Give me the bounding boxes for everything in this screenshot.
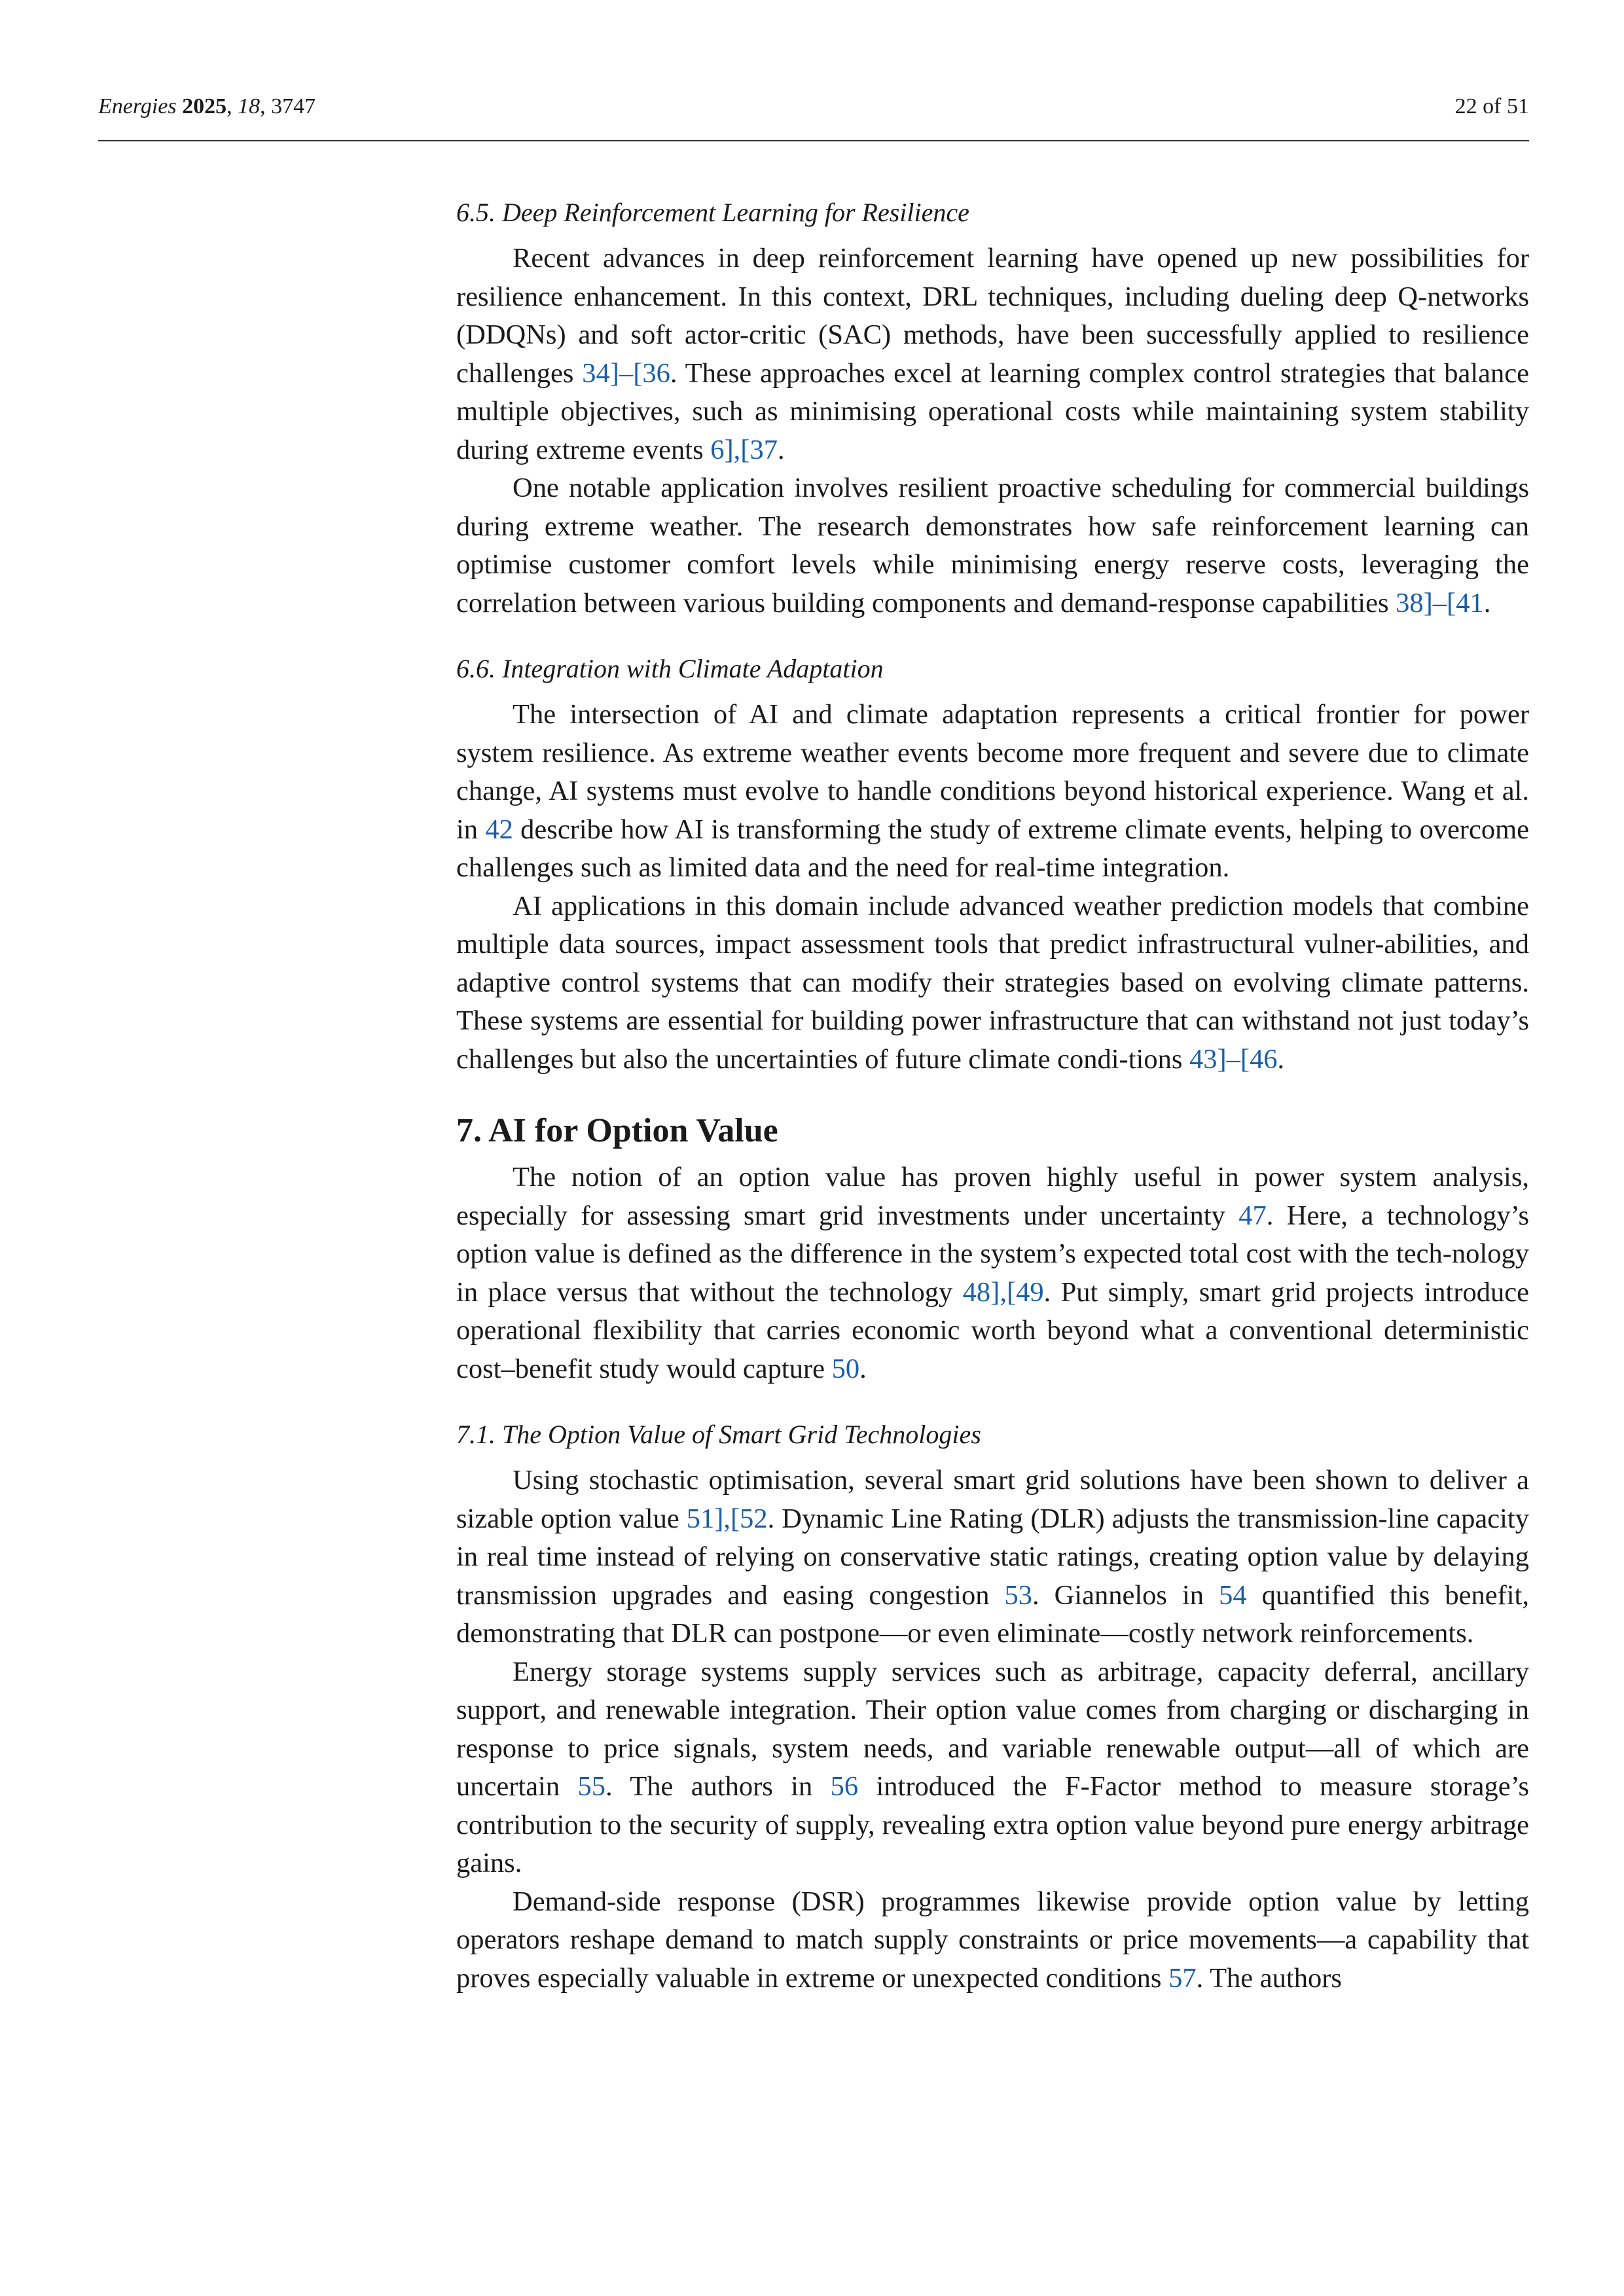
body-paragraph: Using stochastic optimisation, several smart grid solutions have been shown to deliver a sizable option value 51],[52. Dynamic Line Rating (DLR) adjusts the transmission-line capacity in real time instead of relying on conservative static ratings, creating option value by delaying transmission upgrades and easing congestion 53. Giannelos in 54 quantified this benefit, demonstrating that DLR can postpone—or even eliminate—costly network reinforcements. bbox=[456, 1465, 1529, 1649]
journal-name: Energies bbox=[98, 94, 177, 118]
article-number: 3747 bbox=[271, 94, 316, 118]
section-gap bbox=[456, 622, 1529, 650]
body-paragraph: The notion of an option value has proven highly useful in power system analysis, especially for assessing smart grid investments under uncertainty 47. Here, a technology’s option value is defined as the difference in the system’s expected total cost with the tech-nology in place versus that without the technology 48],[49. Put simply, smart grid projects introduce operational flexibility that carries economic worth beyond what a conventional deterministic cost–benefit study would capture 50. bbox=[456, 1162, 1529, 1384]
page-number: 22 of 51 bbox=[1454, 94, 1529, 118]
citation-link[interactable]: 42 bbox=[485, 814, 513, 845]
section-gap bbox=[456, 1388, 1529, 1416]
header-rule bbox=[98, 140, 1529, 141]
citation-link[interactable]: 34]–[36 bbox=[582, 357, 670, 389]
subsection-heading: 6.6. Integration with Climate Adaptation bbox=[456, 654, 884, 683]
citation-link[interactable]: 55 bbox=[577, 1771, 605, 1802]
citation-link[interactable]: 47 bbox=[1238, 1200, 1267, 1231]
citation-link[interactable]: 50 bbox=[831, 1353, 860, 1384]
header-citation: Energies 2025, 18, 3747 bbox=[98, 94, 316, 118]
body-paragraph: Recent advances in deep reinforcement learning have opened up new possibilities for resilience enhancement. In this context, DRL techniques, including dueling deep Q-networks (DDQNs) and soft actor-critic (SAC) methods, have been successfully applied to resilience challenges 34]–[36. These approaches excel at learning complex control strategies that balance multiple objectives, such as minimising operational costs while maintaining system stability during extreme events 6],[37. bbox=[456, 243, 1529, 465]
citation-link[interactable]: 51],[52 bbox=[686, 1503, 768, 1534]
citation-link[interactable]: 54 bbox=[1219, 1579, 1247, 1611]
subsection-heading: 6.5. Deep Reinforcement Learning for Resilience bbox=[456, 198, 969, 227]
body-paragraph: Demand-side response (DSR) programmes likewise provide option value by letting operators reshape demand to match supply constraints or price movements—a capability that proves especially valuable in extreme or unexpected conditions 57. The authors bbox=[456, 1886, 1529, 1994]
article-body bbox=[456, 194, 1529, 1998]
subsection-heading: 7.1. The Option Value of Smart Grid Technologies bbox=[456, 1420, 981, 1449]
section-gap bbox=[456, 1079, 1529, 1110]
body-paragraph: The intersection of AI and climate adaptation represents a critical frontier for power system resilience. As extreme weather events become more frequent and severe due to climate change, AI systems must evolve to handle conditions beyond historical experience. Wang et al. in 42 describe how AI is transforming the study of extreme climate events, helping to overcome challenges such as limited data and the need for real-time integration. bbox=[456, 699, 1529, 883]
journal-year: 2025 bbox=[182, 94, 227, 118]
citation-link[interactable]: 57 bbox=[1168, 1962, 1197, 1994]
citation-link[interactable]: 38]–[41 bbox=[1396, 587, 1484, 619]
citation-link[interactable]: 6],[37 bbox=[710, 434, 778, 465]
citation-link[interactable]: 56 bbox=[830, 1771, 859, 1802]
citation-link[interactable]: 53 bbox=[1004, 1579, 1032, 1611]
citation-link[interactable]: 43]–[46 bbox=[1189, 1043, 1278, 1075]
body-paragraph: Energy storage systems supply services such as arbitrage, capacity deferral, ancillary support, and renewable integration. Their option value comes from charging or discharging in response to price signals, system needs, and variable renewable output—all of which are uncertain 55. The authors in 56 introduced the F-Factor method to measure storage’s contribution to the security of supply, revealing extra option value beyond pure energy arbitrage gains. bbox=[456, 1656, 1530, 1878]
body-paragraph: One notable application involves resilient proactive scheduling for commercial buildings during extreme weather. The research demonstrates how safe reinforcement learning can optimise customer comfort levels while minimising energy reserve costs, leveraging the correlation between various building components and demand-response capabilities 38]–[41. bbox=[456, 473, 1529, 619]
citation-link[interactable]: 48],[49 bbox=[962, 1276, 1044, 1308]
body-paragraph: AI applications in this domain include advanced weather prediction models that combine multiple data sources, impact assessment tools that predict infrastructural vulner-abilities, and adaptive control systems that can modify their strategies based on evolving climate patterns. These systems are essential for building power infrastructure that can withstand not just today’s challenges but also the uncertainties of future climate condi-tions 43]–[46. bbox=[456, 890, 1529, 1075]
section-heading: 7. AI for Option Value bbox=[456, 1112, 778, 1149]
running-header bbox=[98, 92, 1529, 122]
journal-volume: 18 bbox=[238, 94, 261, 118]
